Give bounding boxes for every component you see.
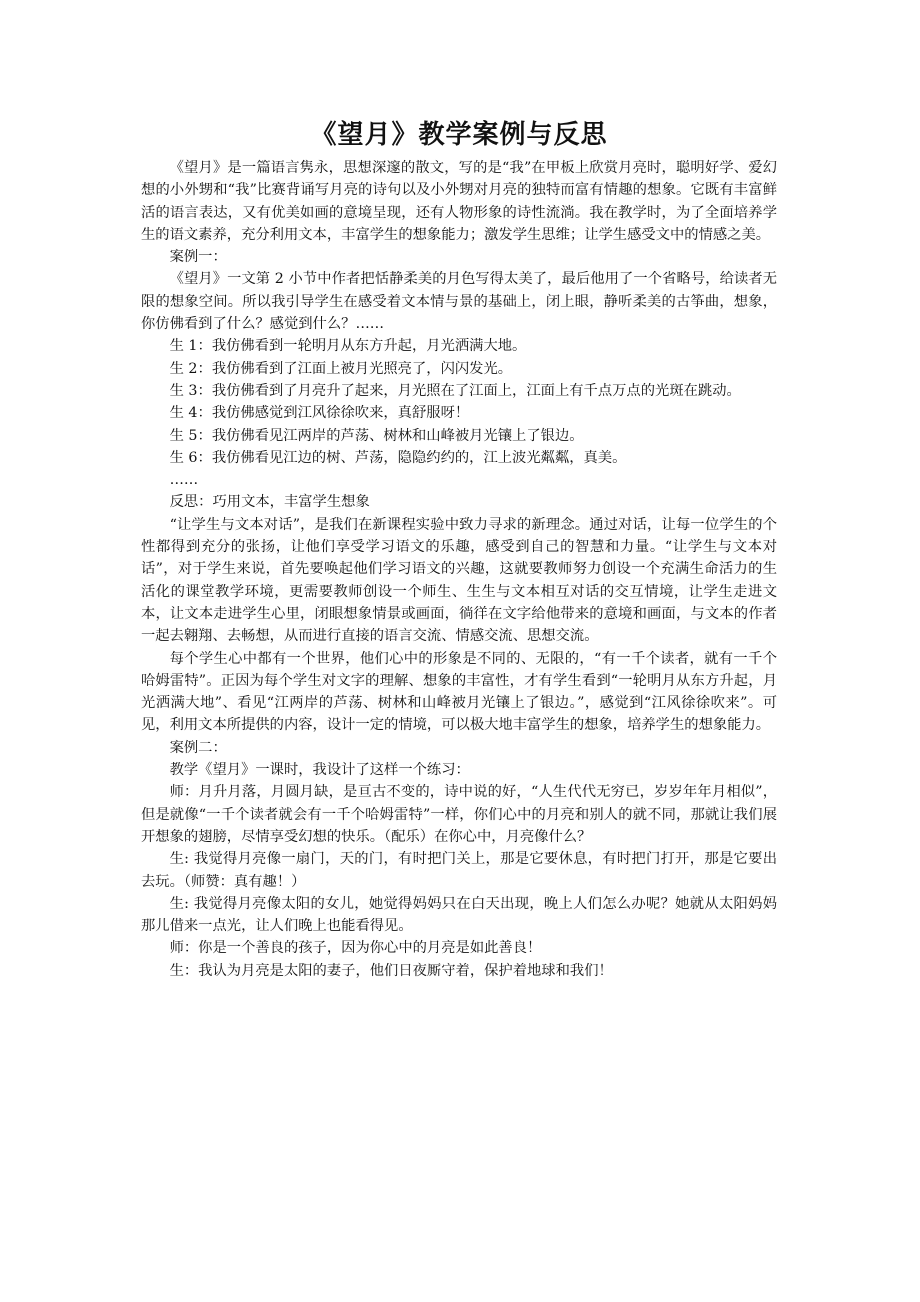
paragraph-case-one-heading: 案例一： — [169, 249, 227, 266]
document-title: 《望月》教学案例与反思 — [310, 120, 608, 150]
paragraph-intro: 《望月》是一篇语言隽永，思想深邃的散文，写的是“我”在甲板上欣赏月亮时，聪明好学、爱幻想的小外甥和“我”比赛背诵写月亮的诗句以及小外甥对月亮的独特而富有情趣的想象。它既有丰富鲜活的语言表达，又有优美如画的意境呈现，还有人物形象的诗性流淌。我在教学时，为了全面培养学生的语文素养，充分利用文本，丰富学生的想象能力；激发学生思维；让学生感受文中的情感之美。 — [141, 160, 777, 243]
paragraph-ellipsis: …… — [169, 472, 199, 489]
paragraph-case-two-intro: 教学《望月》一课时，我设计了这样一个练习： — [169, 762, 470, 779]
paragraph-reflection-body-1: “让学生与文本对话”，是我们在新课程实验中致力寻求的新理念。通过对话，让每一位学生的个性都得到充分的张扬，让他们享受学习语文的乐趣，感受到自己的智慧和力量。“让学生与文本对话”，对于学生来说，首先要唤起他们学习语文的兴趣，这就要教师努力创设一个充满生命活力的生活化的课堂教学环境，更需要教师创设一个师生、生生与文本相互对话的交互情境，让学生走进文本，让文本走进学生心里，闭眼想象情景或画面，徜徉在文字给他带来的意境和画面，与文本的作者一起去翱翔、去畅想，从而进行直接的语言交流、情感交流、思想交流。 — [141, 516, 777, 645]
paragraph-student-1: 生 1：我仿佛看到一轮明月从东方升起，月光洒满大地。 — [169, 338, 527, 355]
paragraph-student-door: 生: 我觉得月亮像一扇门，天的门，有时把门关上，那是它要休息，有时把门打开，那是它要出去玩。（师赞：真有趣！） — [141, 851, 777, 890]
paragraph-student-3: 生 3：我仿佛看到了月亮升了起来，月光照在了江面上，江面上有千点万点的光斑在跳动。 — [169, 382, 741, 399]
paragraph-student-2: 生 2：我仿佛看到了江面上被月光照亮了，闪闪发光。 — [169, 360, 513, 377]
paragraph-student-4: 生 4：我仿佛感觉到江风徐徐吹来，真舒服呀！ — [169, 405, 470, 422]
paragraph-student-wife: 生：我认为月亮是太阳的妻子，他们日夜厮守着，保护着地球和我们！ — [169, 962, 613, 979]
paragraph-student-6: 生 6：我仿佛看见江边的树、芦荡，隐隐约约的，江上波光粼粼，真美。 — [169, 449, 627, 466]
paragraph-reflection-body-2: 每个学生心中都有一个世界，他们心中的形象是不同的、无限的，“有一千个读者，就有一千个哈姆雷特”。正因为每个学生对文字的理解、想象的丰富性，才有学生看到“一轮明月从东方升起，月光洒满大地”、看见“江两岸的芦荡、树林和山峰被月光镶上了银边。”，感觉到“江风徐徐吹来”。可见，利用文本所提供的内容，设计一定的情境，可以极大地丰富学生的想象，培养学生的想象能力。 — [141, 650, 777, 734]
paragraph-reflection-heading: 反思：巧用文本，丰富学生想象 — [169, 494, 370, 511]
paragraph-student-5: 生 5：我仿佛看见江两岸的芦荡、树林和山峰被月光镶上了银边。 — [169, 427, 584, 444]
paragraph-case-one-body: 《望月》一文第 2 小节中作者把恬静柔美的月色写得太美了，最后他用了一个省略号，给读者无限的想象空间。所以我引导学生在感受着文本情与景的基础上，闭上眼，静听柔美的古筝曲，想象，你仿佛看到了什么？感觉到什么？…… — [141, 271, 777, 333]
paragraph-teacher-prompt: 师：月升月落，月圆月缺，是亘古不变的，诗中说的好，“人生代代无穷已，岁岁年年月相似”，但是就像“一千个读者就会有一千个哈姆雷特”一样，你们心中的月亮和别人的就不同，那就让我们展开想象的翅膀，尽情享受幻想的快乐。（配乐）在你心中，月亮像什么？ — [141, 784, 777, 845]
paragraph-student-daughter: 生: 我觉得月亮像太阳的女儿，她觉得妈妈只在白天出现，晚上人们怎么办呢？她就从太阳妈妈那儿借来一点光，让人们晚上也能看得见。 — [141, 895, 777, 935]
paragraph-case-two-heading: 案例二： — [169, 739, 227, 756]
paragraph-teacher-reply: 师：你是一个善良的孩子，因为你心中的月亮是如此善良！ — [169, 940, 542, 957]
